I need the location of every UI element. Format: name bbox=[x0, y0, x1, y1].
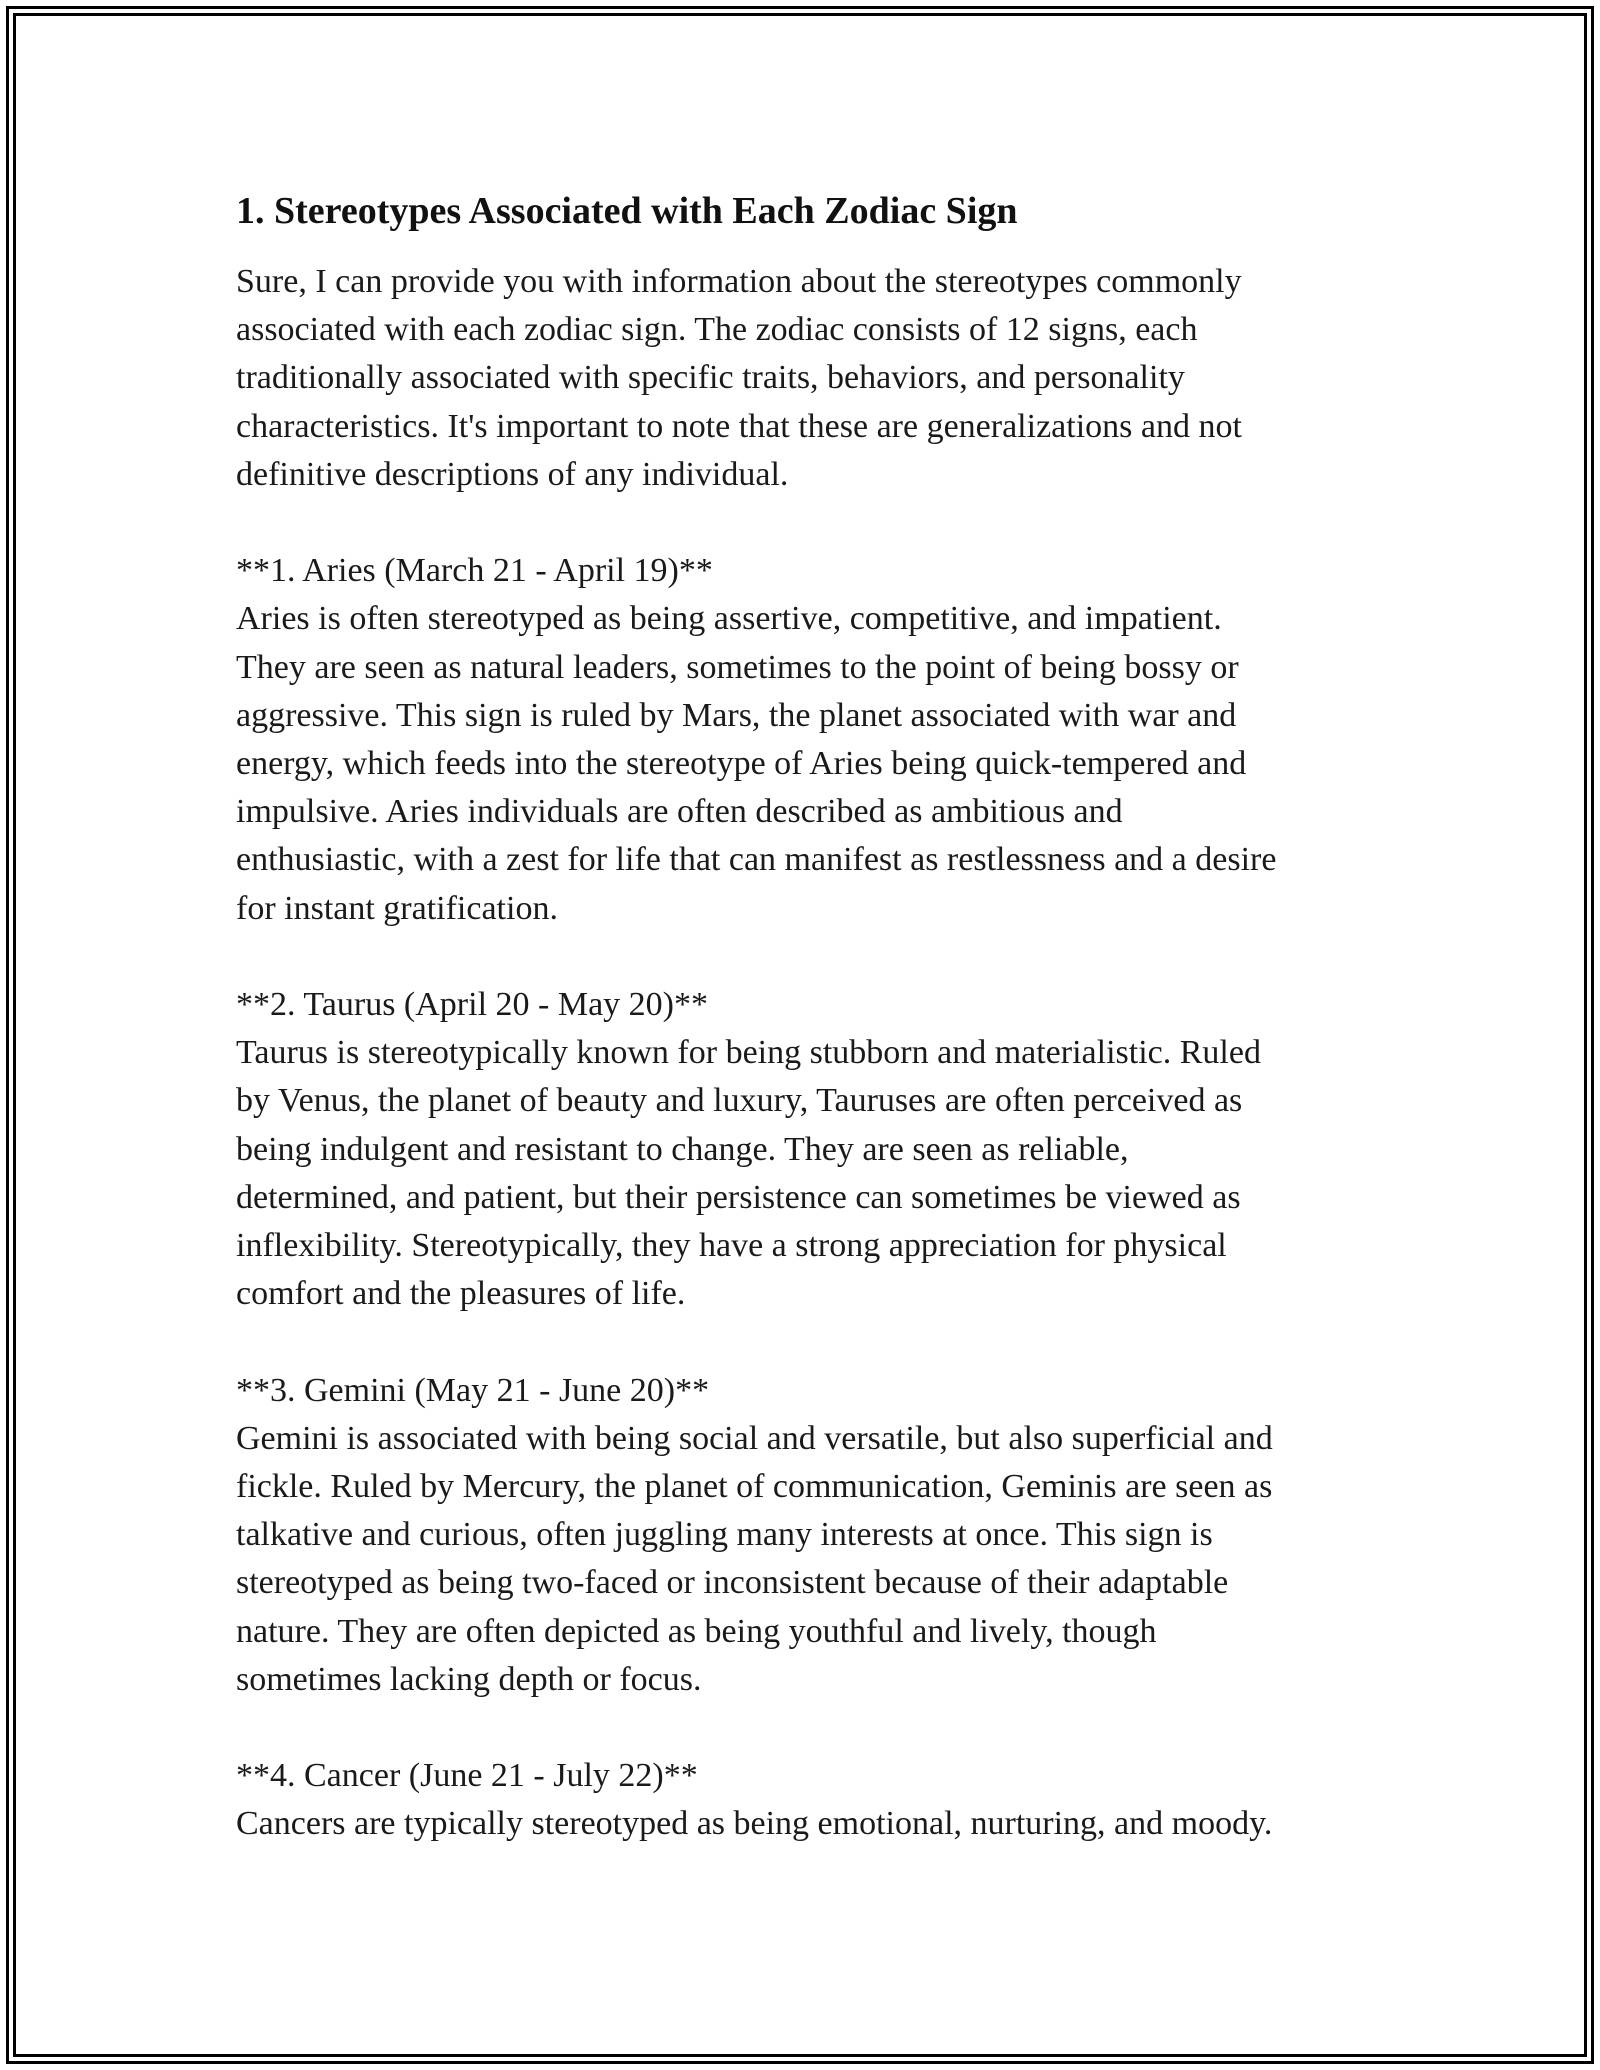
section-heading-taurus: **2. Taurus (April 20 - May 20)** bbox=[236, 986, 708, 1024]
document-title: 1. Stereotypes Associated with Each Zodiac Sign bbox=[236, 190, 1018, 232]
paragraph-spacer bbox=[236, 1704, 1396, 1752]
section-body-taurus: Taurus is stereotypically known for being stubborn and materialistic. Ruled by Venus, the planet of beauty and luxury, Tauruses are often perceived as being indulgent and resistant to change. They are seen as reliable, determined, and patient, but their persistence can sometimes be viewed as inflexibility. Stereotypically, they have a strong appreciation for physical comfort and the pleasures of life. bbox=[236, 1034, 1261, 1313]
section-body-cancer: Cancers are typically stereotyped as being emotional, nurturing, and moody. bbox=[236, 1805, 1273, 1843]
paragraph-spacer bbox=[236, 933, 1396, 981]
section-heading-gemini: **3. Gemini (May 21 - June 20)** bbox=[236, 1371, 710, 1409]
intro-paragraph: Sure, I can provide you with information about the stereotypes commonly associated with each zodiac sign. The zodiac consists of 12 signs, each traditionally associated with specific traits, behaviors, and personality characteristics. It's important to note that these are generalizations and not definitive descriptions of any individual. bbox=[236, 263, 1242, 493]
paragraph-spacer bbox=[236, 499, 1396, 547]
section-body-gemini: Gemini is associated with being social and versatile, but also superficial and fickle. Ruled by Mercury, the planet of communication, Geminis are seen as talkative and curious, often juggling many interests at once. This sign is stereotyped as being two-faced or inconsistent because of their adaptable nature. They are often depicted as being youthful and lively, though sometimes lacking depth or focus. bbox=[236, 1419, 1273, 1698]
section-heading-cancer: **4. Cancer (June 21 - July 22)** bbox=[236, 1757, 698, 1795]
section-body-aries: Aries is often stereotyped as being assertive, competitive, and impatient. They are seen as natural leaders, sometimes to the point of being bossy or aggressive. This sign is ruled by Mars, the planet associated with war and energy, which feeds into the stereotype of Aries being quick-tempered and impulsive. Aries individuals are often described as ambitious and enthusiastic, with a zest for life that can manifest as restlessness and a desire for instant gratification. bbox=[236, 600, 1277, 927]
document-body bbox=[236, 180, 1396, 1849]
section-heading-aries: **1. Aries (March 21 - April 19)** bbox=[236, 552, 713, 590]
paragraph-spacer bbox=[236, 1318, 1396, 1366]
